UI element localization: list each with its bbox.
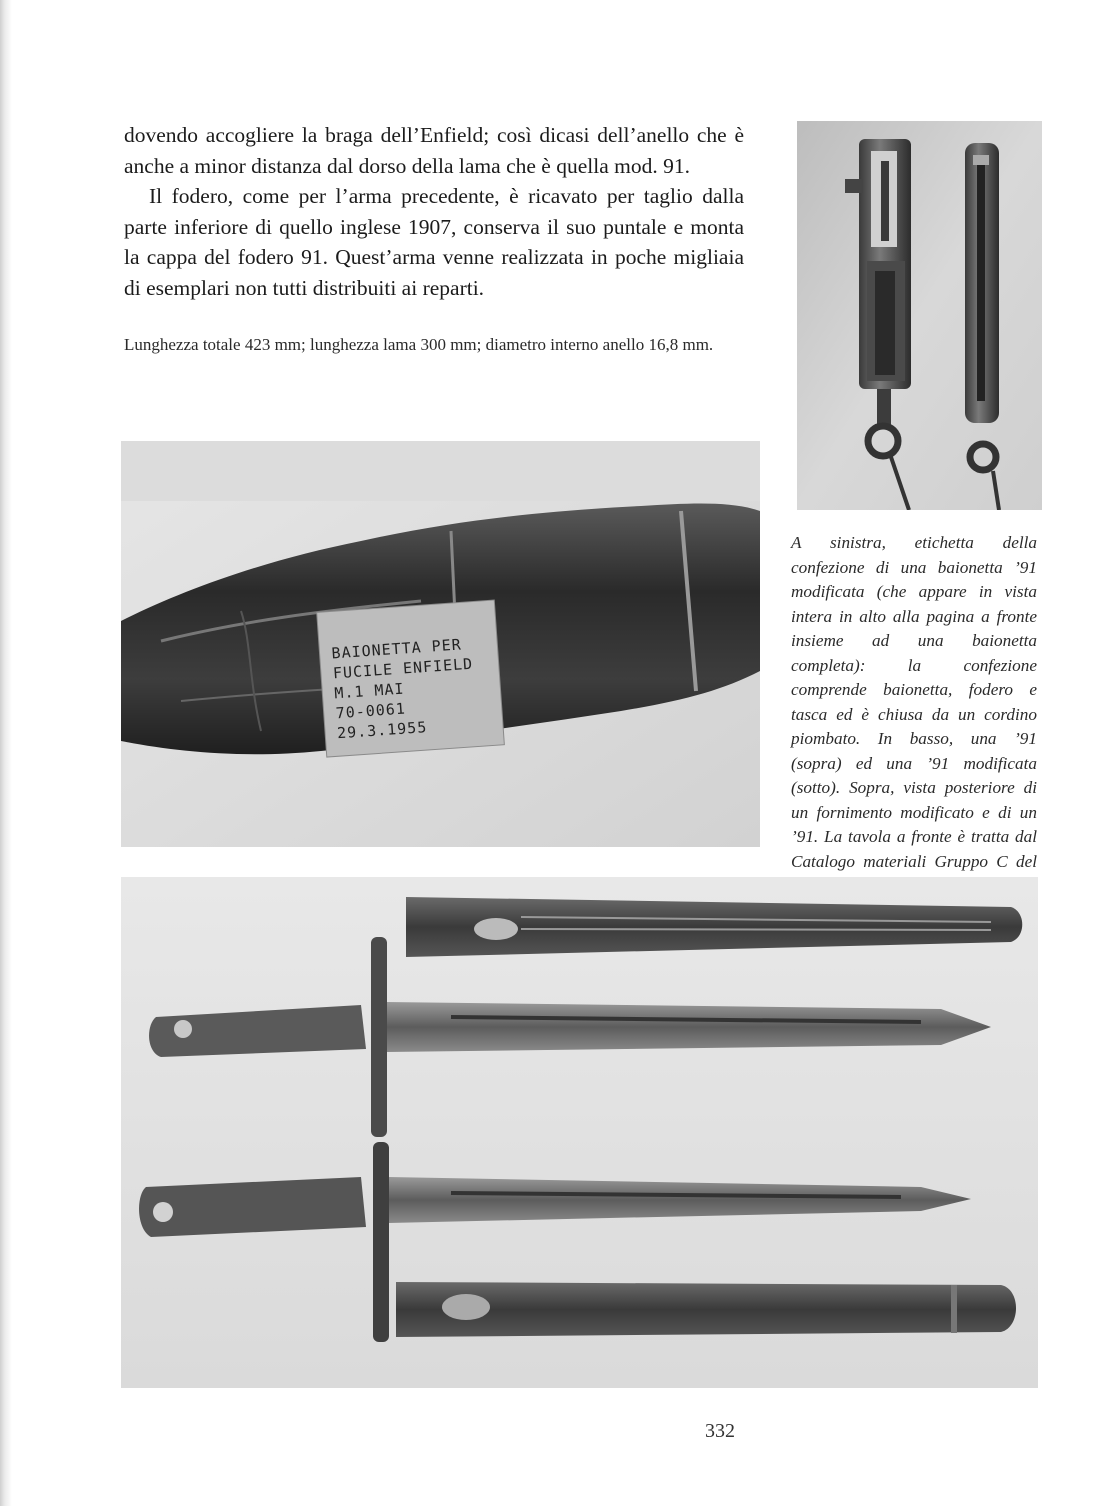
package-label-line-5: 29.3.1955 [336, 718, 428, 743]
paragraph-2: Il fodero, come per l’arma precedente, è ricavato per taglio dalla parte inferiore di quello inglese 1907, conserva il suo puntale e monta la cappa del fodero 91. Quest’arma venne realizzata in poche migliaia di esemplari non tutti distribuiti ai reparti. [124, 184, 744, 300]
photo-hilt-rear-view [797, 121, 1042, 510]
package-label-line-2: FUCILE ENFIELD [332, 654, 474, 683]
photo-wrapped-package [121, 441, 760, 847]
page-number: 332 [705, 1420, 735, 1442]
page-edge-shadow [0, 0, 12, 1506]
paragraph-1: dovendo accogliere la braga dell’Enfield; così dicasi dell’anello che è anche a minor distanza dal dorso della lama che è quella mod. 91. [124, 123, 744, 178]
body-text [124, 120, 744, 304]
package-label-line-3: M.1 MAI [333, 679, 406, 703]
photo-bayonets-comparison [121, 877, 1038, 1388]
package-label-line-4: 70-0061 [335, 699, 407, 723]
measurements-note: Lunghezza totale 423 mm; lunghezza lama 300 mm; diametro interno anello 16,8 mm. [124, 335, 714, 354]
package-label-line-1: BAIONETTA PER [330, 635, 463, 663]
figure-caption: A sinistra, etichetta della confezione di una baionetta ’91 modificata (che appare in vista intera in alto alla pagina a fronte insieme ad una baionetta completa): la confezione comprende baionetta, fodero e tasca ed è chiusa da un cordino piombato. In basso, una ’91 (sopra) ed una ’91 modificata (sotto). Sopra, vista posteriore di un fornimento modificato e di un ’91. La tavola a fronte è tratta dal Catalogo materiali Gruppo C del [791, 533, 1037, 871]
